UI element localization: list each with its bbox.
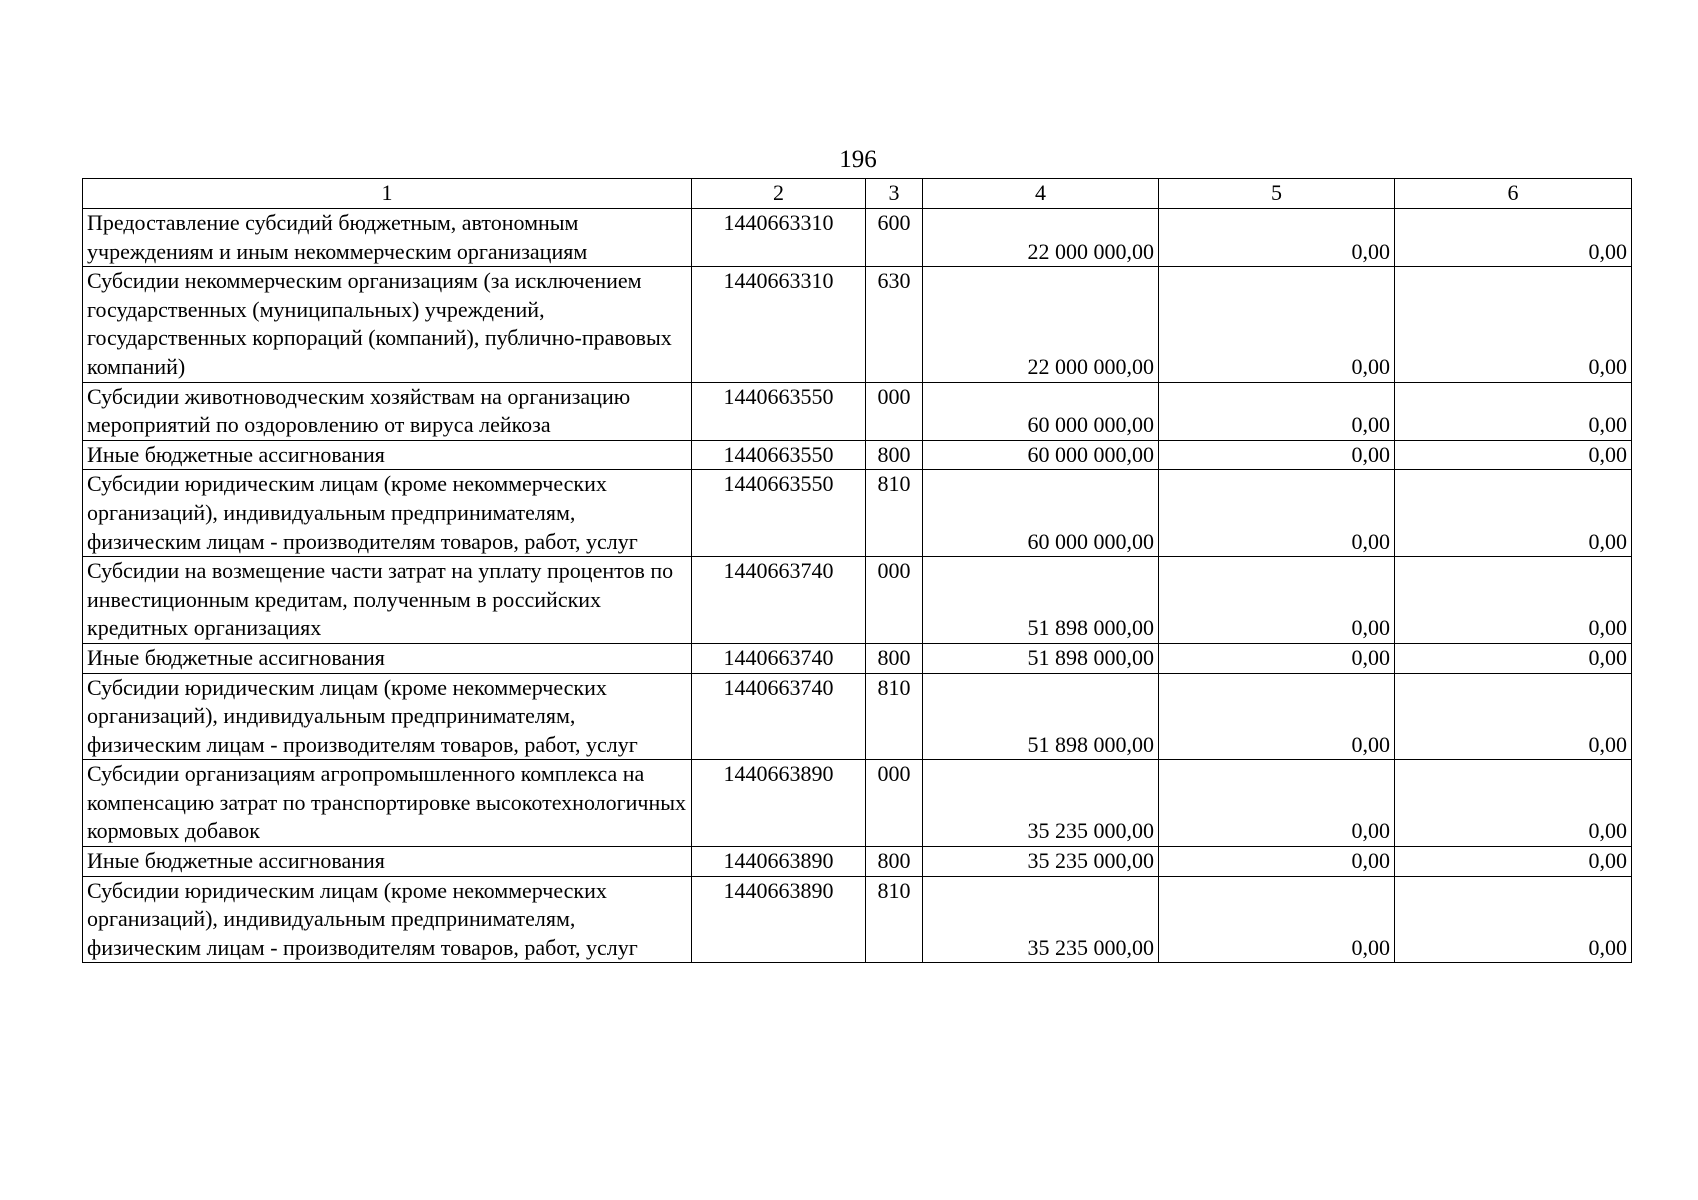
- table-row: [83, 847, 1632, 877]
- row-target-code: 1440663550: [692, 382, 866, 440]
- column-header-1: 1: [83, 179, 692, 209]
- row-expense-type: 000: [866, 760, 923, 847]
- row-target-code: 1440663550: [692, 440, 866, 470]
- row-target-code: 1440663740: [692, 673, 866, 760]
- row-expense-type: 800: [866, 643, 923, 673]
- row-name: Субсидии животноводческим хозяйствам на организацию мероприятий по оздоровлению от вируса лейкоза: [83, 382, 692, 440]
- row-name: Субсидии организациям агропромышленного комплекса на компенсацию затрат по транспортировке высокотехнологичных кормовых добавок: [83, 760, 692, 847]
- row-amount-col4: 35 235 000,00: [923, 760, 1159, 847]
- header-row: [83, 179, 1632, 209]
- row-amount-col5: 0,00: [1159, 760, 1395, 847]
- row-amount-col4: 51 898 000,00: [923, 673, 1159, 760]
- row-amount-col4: 22 000 000,00: [923, 267, 1159, 382]
- row-amount-col5: 0,00: [1159, 470, 1395, 557]
- row-name: Предоставление субсидий бюджетным, автономным учреждениям и иным некоммерческим организациям: [83, 209, 692, 267]
- row-name: Иные бюджетные ассигнования: [83, 440, 692, 470]
- page-number: 196: [839, 146, 877, 173]
- row-expense-type: 630: [866, 267, 923, 382]
- row-target-code: 1440663310: [692, 209, 866, 267]
- row-amount-col6: 0,00: [1395, 267, 1632, 382]
- table-row: [83, 440, 1632, 470]
- row-amount-col4: 60 000 000,00: [923, 470, 1159, 557]
- row-name: Субсидии некоммерческим организациям (за исключением государственных (муниципальных) учреждений, государственных корпораций (компаний), публично-правовых компаний): [83, 267, 692, 382]
- row-amount-col5: 0,00: [1159, 382, 1395, 440]
- row-amount-col6: 0,00: [1395, 470, 1632, 557]
- row-target-code: 1440663890: [692, 847, 866, 877]
- row-amount-col4: 60 000 000,00: [923, 440, 1159, 470]
- row-amount-col5: 0,00: [1159, 876, 1395, 963]
- row-amount-col6: 0,00: [1395, 643, 1632, 673]
- row-expense-type: 810: [866, 470, 923, 557]
- row-amount-col6: 0,00: [1395, 382, 1632, 440]
- row-amount-col6: 0,00: [1395, 760, 1632, 847]
- row-target-code: 1440663740: [692, 643, 866, 673]
- row-amount-col6: 0,00: [1395, 673, 1632, 760]
- table-row: [83, 209, 1632, 267]
- row-amount-col5: 0,00: [1159, 557, 1395, 644]
- row-amount-col4: 51 898 000,00: [923, 643, 1159, 673]
- row-amount-col6: 0,00: [1395, 440, 1632, 470]
- row-amount-col5: 0,00: [1159, 209, 1395, 267]
- row-amount-col5: 0,00: [1159, 267, 1395, 382]
- row-target-code: 1440663890: [692, 760, 866, 847]
- row-target-code: 1440663310: [692, 267, 866, 382]
- table-row: [83, 673, 1632, 760]
- column-header-6: 6: [1395, 179, 1632, 209]
- table-row: [83, 643, 1632, 673]
- row-amount-col4: 35 235 000,00: [923, 876, 1159, 963]
- row-name: Иные бюджетные ассигнования: [83, 643, 692, 673]
- row-amount-col4: 51 898 000,00: [923, 557, 1159, 644]
- row-amount-col4: 60 000 000,00: [923, 382, 1159, 440]
- row-target-code: 1440663740: [692, 557, 866, 644]
- table-row: [83, 382, 1632, 440]
- row-expense-type: 000: [866, 382, 923, 440]
- row-expense-type: 810: [866, 876, 923, 963]
- table-row: [83, 557, 1632, 644]
- row-expense-type: 800: [866, 847, 923, 877]
- row-name: Субсидии юридическим лицам (кроме некоммерческих организаций), индивидуальным предпринимателям, физическим лицам - производителям товаров, работ, услуг: [83, 876, 692, 963]
- row-expense-type: 800: [866, 440, 923, 470]
- row-expense-type: 600: [866, 209, 923, 267]
- row-name: Субсидии на возмещение части затрат на уплату процентов по инвестиционным кредитам, полученным в российских кредитных организациях: [83, 557, 692, 644]
- column-header-4: 4: [923, 179, 1159, 209]
- row-name: Субсидии юридическим лицам (кроме некоммерческих организаций), индивидуальным предпринимателям, физическим лицам - производителям товаров, работ, услуг: [83, 673, 692, 760]
- row-name: Субсидии юридическим лицам (кроме некоммерческих организаций), индивидуальным предпринимателям, физическим лицам - производителям товаров, работ, услуг: [83, 470, 692, 557]
- row-amount-col6: 0,00: [1395, 557, 1632, 644]
- row-expense-type: 000: [866, 557, 923, 644]
- row-target-code: 1440663550: [692, 470, 866, 557]
- row-amount-col4: 22 000 000,00: [923, 209, 1159, 267]
- table-row: [83, 267, 1632, 382]
- table-row: [83, 470, 1632, 557]
- row-amount-col5: 0,00: [1159, 847, 1395, 877]
- row-amount-col6: 0,00: [1395, 876, 1632, 963]
- row-amount-col5: 0,00: [1159, 440, 1395, 470]
- row-target-code: 1440663890: [692, 876, 866, 963]
- table-row: [83, 876, 1632, 963]
- row-amount-col6: 0,00: [1395, 847, 1632, 877]
- budget-table: [82, 178, 1632, 963]
- table-row: [83, 760, 1632, 847]
- row-name: Иные бюджетные ассигнования: [83, 847, 692, 877]
- column-header-3: 3: [866, 179, 923, 209]
- column-header-2: 2: [692, 179, 866, 209]
- row-expense-type: 810: [866, 673, 923, 760]
- column-header-5: 5: [1159, 179, 1395, 209]
- row-amount-col5: 0,00: [1159, 673, 1395, 760]
- row-amount-col6: 0,00: [1395, 209, 1632, 267]
- row-amount-col4: 35 235 000,00: [923, 847, 1159, 877]
- row-amount-col5: 0,00: [1159, 643, 1395, 673]
